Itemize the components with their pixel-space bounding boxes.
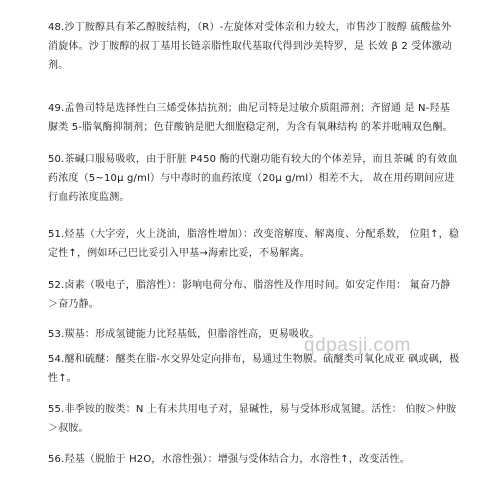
text-line: 50.茶碱口服易吸收，由于肝脏 P450 酶的代谢功能有较大的个体差异，而且茶碱 的有效血 [48, 154, 458, 165]
text-line: 51.烃基（大字旁，火上浇油，脂溶性增加）：改变溶解度、解离度、分配系数， 位阻↑，稳 [48, 229, 460, 240]
text-line: 行血药浓度监测。 [48, 192, 130, 203]
text-line: 剂。 [48, 60, 69, 71]
text-line: 56.羟基（脱胎于 H2O，水溶性强）：增强与受体结合力，水溶性↑，改变活性。 [48, 454, 411, 465]
text-line: 性↑。 [48, 373, 77, 384]
text-line: 54.醚和硫醚：醚类在脂-水交界处定向排布，易通过生物膜。硫醚类可氧化成亚 砜或砜，极 [48, 354, 460, 365]
text-line: 52.卤素（吸电子，脂溶性）：影响电荷分布、脂溶性及作用时间。如安定作用： 氟奋乃静 [48, 280, 451, 291]
text-line: 药浓度（5~10μ g/ml）与中毒时的血药浓度（20μ g/ml）相差不大， 故在用药期间应进 [48, 173, 455, 184]
paragraph-48 [48, 18, 458, 75]
paragraph-49 [48, 99, 458, 137]
paragraph-51 [48, 225, 458, 263]
watermark-text: qdpasji.com [304, 335, 411, 356]
paragraph-55 [48, 400, 458, 438]
paragraph-50 [48, 150, 458, 207]
text-line: ＞叔胺。 [48, 423, 89, 434]
text-line: 48.沙丁胺醇具有苯乙醇胺结构，（R）-左旋体对受体亲和力较大，市售沙丁胺醇 硫酸盐外 [48, 22, 452, 33]
text-line: ＞奋乃静。 [48, 299, 99, 310]
text-line: 脲类 5-脂氧酶抑制剂；色苷酸钠是肥大细胞稳定剂，为含有氧琳结构 的苯并吡喃双色酮。 [48, 122, 453, 133]
text-line: 定性↑，例如环己巴比妥引入甲基→海索比妥，不易解离。 [48, 248, 310, 259]
text-line: 53.羰基：形成氢键能力比羟基低，但脂溶性高，更易吸收。 [48, 329, 320, 340]
text-line: 消旋体。沙丁胺醇的叔丁基用长链亲脂性取代基取代得到沙美特罗，是 长效 β 2 受体激动 [48, 41, 453, 52]
text-line: 49.孟鲁司特是选择性白三烯受体拮抗剂；曲尼司特是过敏介质阻滞剂；齐留通 是 N-羟基 [48, 103, 450, 114]
paragraph-52 [48, 276, 458, 314]
paragraph-56 [48, 450, 458, 469]
text-line: 55.非季铵的胺类：N 上有未共用电子对，显碱性，易与受体形成氢键。活性： 伯胺＞仲胺 [48, 404, 457, 415]
